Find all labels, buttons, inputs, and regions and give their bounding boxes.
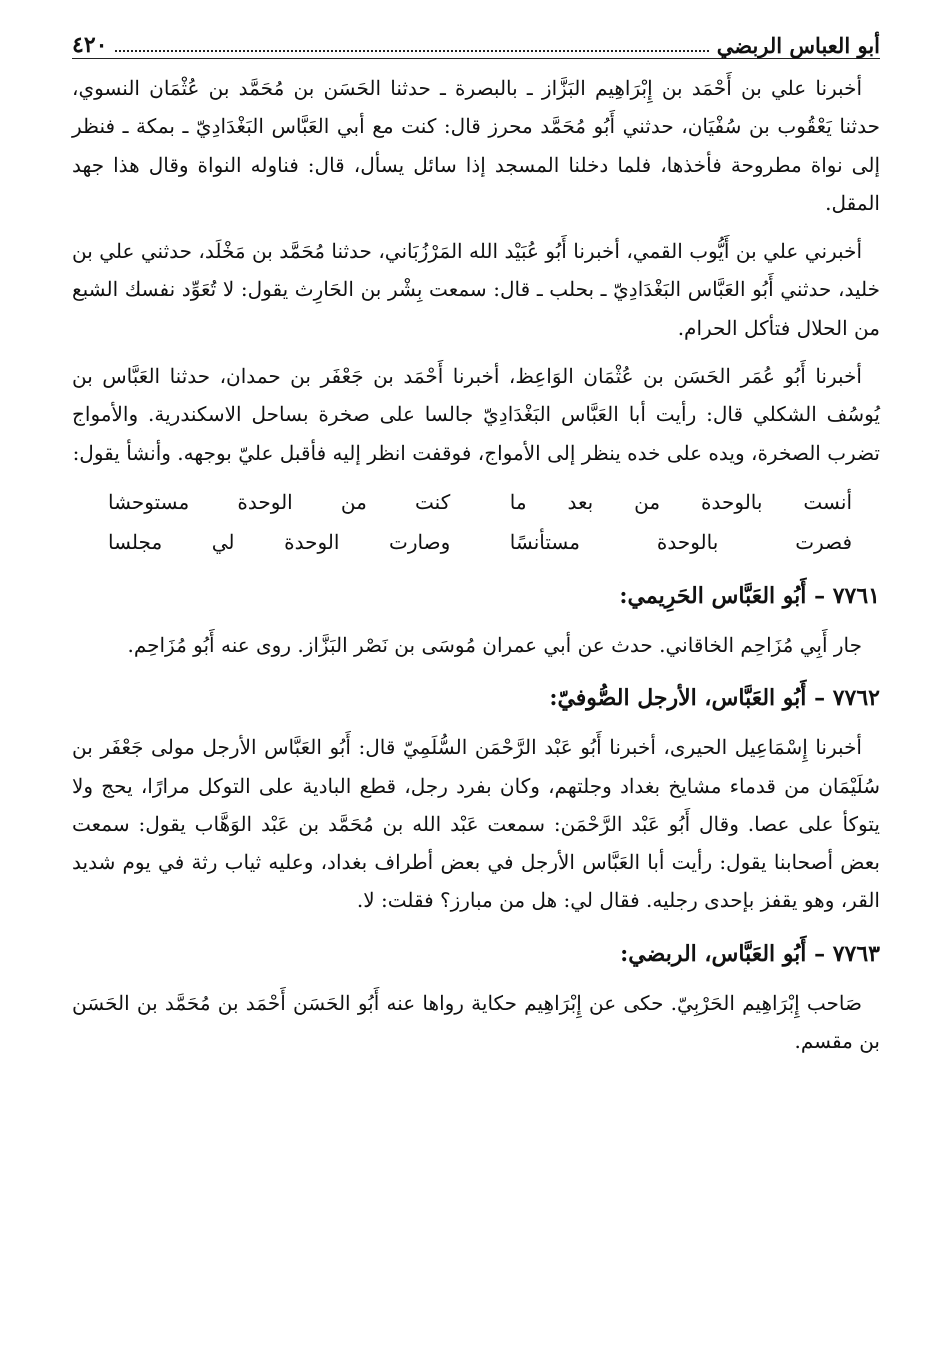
page-header [72, 22, 880, 59]
verse-2-second-hemistich: وصارت الوحدة لي مجلسا [108, 529, 451, 554]
page-number: ٤٢٠ [72, 32, 108, 58]
verse-1-first-hemistich: أنست بالوحدة من بعد ما [509, 489, 852, 514]
paragraph-4: جار أَبِي مُزَاحِم الخاقاني. حدث عن أبي عمران مُوسَى بن نَصْر البَزَّاز. روى عنه أَبُو مُزَاحِم. [127, 632, 862, 657]
verse-1-second-hemistich: كنت من الوحدة مستوحشا [108, 489, 451, 514]
paragraph-5: أخبرنا إِسْمَاعِيل الحيرى، أخبرنا أَبُو عَبْد الرَّحْمَن السُّلَمِيّ قال: أَبُو العَبَّاس الأرجل مولى جَعْفَر بن سُلَيْمَان من قدماء مشايخ بغداد وجلتهم، وكان بفرد رجل، قطع البادية على التوكل مرارًا، يحج ولا يتوكأ على عصا. وقال أَبُو عَبْد الرَّحْمَن: سمعت عَبْد الله بن مُحَمَّد بن عَبْد الوَهَّاب يقول: سمعت بعض أصحابنا يقول: رأيت أبا العَبَّاس الأرجل في بعض أطراف بغداد، وعليه ثياب رثة في يوم شديد القر، وهو يقفز بإحدى رجليه. فقال لي: هل من مبارز؟ فقلت: لا. [72, 735, 880, 913]
poem-verse-2 [72, 522, 880, 562]
entry-heading-7761: ٧٧٦١ – أَبُو العَبَّاس الحَرِيمي: [619, 582, 880, 609]
paragraph-1: أخبرنا علي بن أَحْمَد بن إِبْرَاهِيم البَزَّاز ـ بالبصرة ـ حدثنا الحَسَن بن مُحَمَّد بن عُثْمَان النسوي، حدثنا يَعْقُوب بن سُفْيَان، حدثني أَبُو مُحَمَّد محرز قال: كنت مع أبي العَبَّاس البَغْدَادِيّ ـ بمكة ـ فنظر إلى نواة مطروحة فأخذها، فلما دخلنا المسجد إذا سائل يسأل، قال: فناوله النواة وقال هذا جهد المقل. [72, 76, 880, 215]
entry-heading-7763: ٧٧٦٣ – أَبُو العَبَّاس، الربضي: [620, 940, 880, 967]
verse-2-first-hemistich: فصرت بالوحدة مستأنسًا [509, 529, 852, 554]
poem [72, 482, 880, 562]
poem-verse-1 [72, 482, 880, 522]
book-page [72, 22, 880, 1070]
paragraph-6: صَاحب إِبْرَاهِيم الحَرْبِيّ. حكى عن إِبْرَاهِيم حكاية رواها عنه أَبُو الحَسَن أَحْمَد بن مُحَمَّد بن الحَسَن بن مقسم. [72, 990, 880, 1054]
entry-heading-7762: ٧٧٦٢ – أَبُو العَبَّاس، الأرجل الصُّوفيّ: [549, 685, 880, 712]
header-dot-leader [115, 50, 708, 52]
running-title: أبو العباس الربضي [716, 33, 880, 58]
paragraph-2: أخبرني علي بن أَيُّوب القمي، أخبرنا أَبُو عُبَيْد الله المَرْزُبَاني، حدثنا مُحَمَّد بن مَخْلَد، حدثني علي بن خليد، حدثني أَبُو العَبَّاس البَغْدَادِيّ ـ بحلب ـ قال: سمعت بِشْر بن الحَارِث يقول: لا تُعَوِّد نفسك الشبع من الحلال فتأكل الحرام. [72, 239, 880, 340]
paragraph-3: أخبرنا أَبُو عُمَر الحَسَن بن عُثْمَان الوَاعِظ، أخبرنا أَحْمَد بن جَعْفَر بن حمدان، حدثنا العَبَّاس بن يُوسُف الشكلي قال: رأيت أبا العَبَّاس البَغْدَادِيّ جالسا على صخرة بساحل الاسكندرية. والأمواج تضرب الصخرة، ويده على خده ينظر إلى الأمواج، فوقفت انظر إليه فأقبل عليّ بوجهه. وأنشأ يقول: [72, 364, 880, 465]
